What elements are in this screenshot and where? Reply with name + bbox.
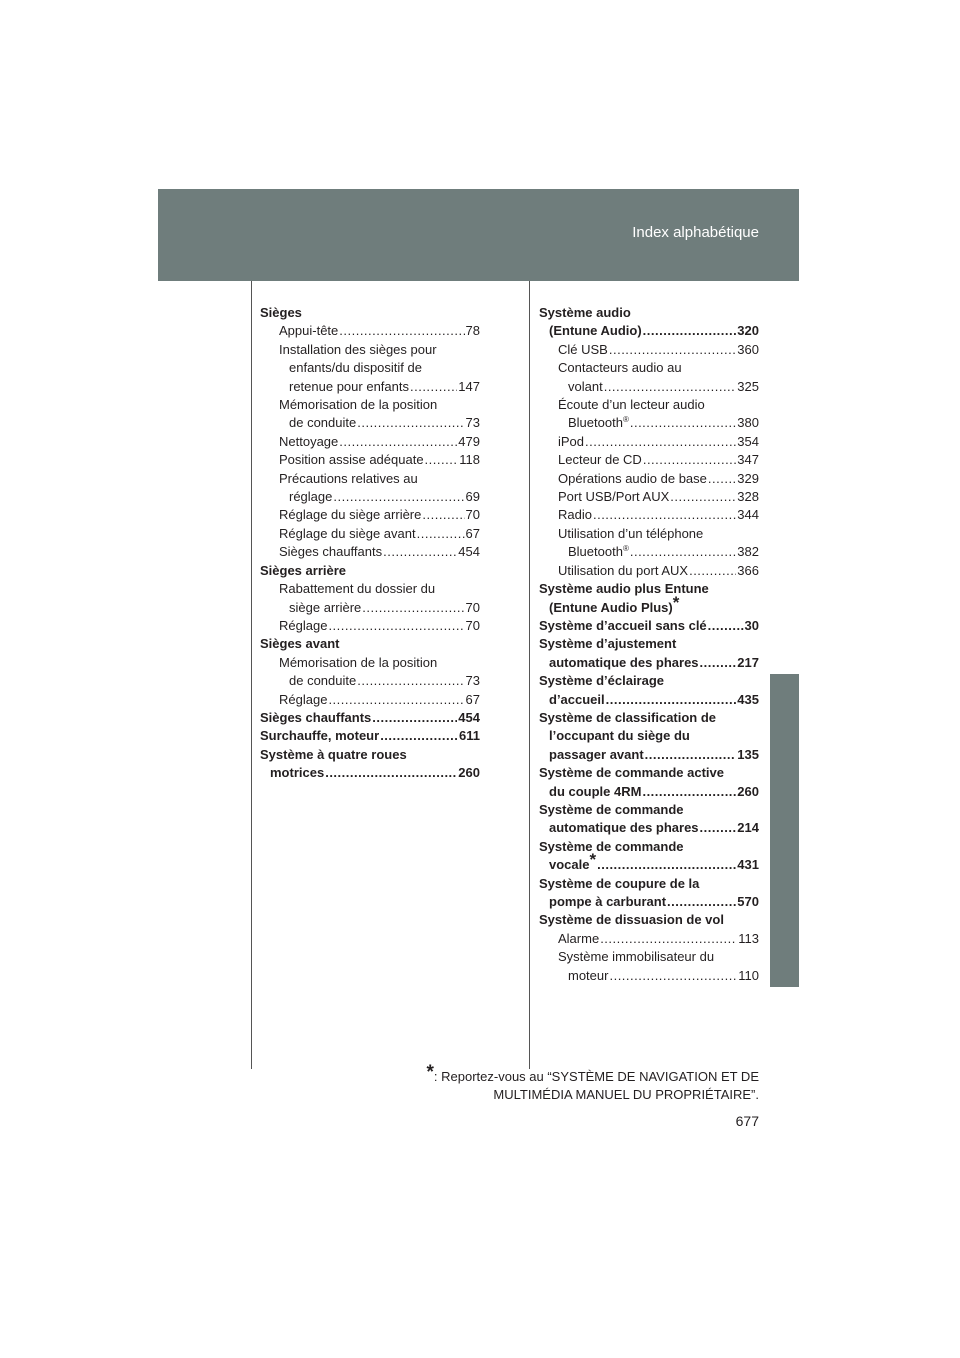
entry-page[interactable]: 70 xyxy=(465,507,480,523)
column-divider-left xyxy=(251,281,252,1069)
entry-page[interactable]: 73 xyxy=(465,415,480,431)
entry-label: de conduite xyxy=(289,673,357,689)
entry-label: iPod xyxy=(558,433,585,449)
entry-text xyxy=(260,709,371,727)
index-column-left xyxy=(260,304,480,783)
entry-text xyxy=(558,341,608,359)
entry-text xyxy=(279,451,424,469)
entry-label: Système immobilisateur du xyxy=(558,949,715,965)
entry-text xyxy=(539,911,724,929)
entry-label: Système de commande xyxy=(539,838,684,854)
index-entry xyxy=(539,783,759,801)
entry-label: Système d’accueil sans clé xyxy=(539,617,707,633)
entry-page[interactable]: 147 xyxy=(458,378,480,394)
entry-label: Utilisation du port AUX xyxy=(558,562,689,578)
entry-label: Alarme xyxy=(558,930,600,946)
leader-dots xyxy=(604,378,737,396)
entry-text xyxy=(549,783,641,801)
index-entry xyxy=(539,746,759,764)
index-entry xyxy=(539,635,759,653)
entry-label: Système à quatre roues xyxy=(260,746,407,762)
index-entry xyxy=(539,341,759,359)
footnote-star: * xyxy=(426,1062,434,1083)
entry-label: Système de commande active xyxy=(539,765,724,781)
footnote-star-marker: * xyxy=(672,592,680,612)
entry-label: motrices xyxy=(270,765,325,781)
index-entry xyxy=(539,304,759,322)
entry-text xyxy=(549,654,699,672)
index-entry xyxy=(539,875,759,893)
entry-text xyxy=(279,617,327,635)
index-entry xyxy=(260,414,480,432)
leader-dots xyxy=(670,488,736,506)
entry-page[interactable]: 454 xyxy=(458,709,480,725)
entry-label: siège arrière xyxy=(289,599,362,615)
registered-mark: ® xyxy=(622,415,629,425)
entry-label: Installation des sièges pour xyxy=(279,341,437,357)
entry-label: Système de coupure de la xyxy=(539,875,700,891)
entry-text xyxy=(289,359,422,377)
index-entry xyxy=(539,691,759,709)
index-entry xyxy=(539,709,759,727)
index-entry xyxy=(539,592,759,617)
entry-label: pompe à carburant xyxy=(549,894,667,909)
entry-text xyxy=(568,414,629,432)
entry-page[interactable]: 382 xyxy=(737,544,759,560)
index-entry xyxy=(260,599,480,617)
entry-page[interactable]: 435 xyxy=(737,691,759,707)
entry-label: Mémorisation de la position xyxy=(279,397,438,413)
entry-label: Lecteur de CD xyxy=(558,452,642,468)
index-entry xyxy=(539,893,759,911)
entry-label: Réglage xyxy=(279,691,328,707)
entry-text xyxy=(539,764,724,782)
entry-label: volant xyxy=(568,378,603,394)
leader-dots xyxy=(606,691,737,709)
entry-text xyxy=(279,691,327,709)
entry-page[interactable]: 69 xyxy=(465,489,480,505)
index-entry xyxy=(260,304,480,322)
entry-text xyxy=(279,580,435,598)
leader-dots xyxy=(372,709,457,727)
entry-text xyxy=(568,967,608,985)
entry-text xyxy=(558,433,584,451)
entry-page[interactable]: 344 xyxy=(737,507,759,523)
leader-dots xyxy=(609,341,736,359)
entry-text xyxy=(289,378,409,396)
index-entry xyxy=(260,691,480,709)
entry-page[interactable]: 67 xyxy=(465,525,480,541)
index-entry xyxy=(260,617,480,635)
entry-label: enfants/du dispositif de xyxy=(289,360,422,376)
footnote-text-1: : Reportez-vous au “SYSTÈME DE NAVIGATION ET DE xyxy=(433,1069,759,1084)
leader-dots xyxy=(642,783,736,801)
leader-dots xyxy=(643,451,736,469)
entry-text xyxy=(558,359,682,377)
index-entry xyxy=(539,506,759,524)
index-entry xyxy=(539,322,759,340)
index-entry xyxy=(539,396,759,414)
entry-text xyxy=(279,341,437,359)
leader-dots xyxy=(380,727,458,745)
index-entry xyxy=(260,562,480,580)
index-entry xyxy=(539,764,759,782)
index-column-right xyxy=(539,304,759,985)
entry-label: Contacteurs audio au xyxy=(558,360,682,376)
entry-page[interactable]: 320 xyxy=(737,323,759,339)
column-divider-middle xyxy=(529,281,530,1069)
leader-dots xyxy=(600,930,737,948)
index-entry xyxy=(539,850,759,874)
leader-dots xyxy=(325,764,457,782)
header-band xyxy=(158,189,799,281)
entry-text xyxy=(539,875,699,893)
entry-text xyxy=(549,691,605,709)
index-entry xyxy=(260,506,480,524)
footnote-line-2: MULTIMÉDIA MANUEL DU PROPRIÉTAIRE”. xyxy=(493,1087,759,1102)
entry-text xyxy=(260,304,302,322)
leader-dots xyxy=(643,322,737,340)
entry-label: Système d’ajustement xyxy=(539,636,677,652)
entry-page[interactable]: 454 xyxy=(458,544,480,560)
entry-text xyxy=(289,414,356,432)
leader-dots xyxy=(357,672,464,690)
index-entry xyxy=(260,488,480,506)
entry-page[interactable]: 328 xyxy=(737,489,759,505)
entry-page[interactable]: 347 xyxy=(737,452,759,468)
entry-page[interactable]: 135 xyxy=(737,746,759,762)
entry-page[interactable]: 325 xyxy=(737,378,759,394)
leader-dots xyxy=(410,378,457,396)
entry-text xyxy=(558,525,703,543)
index-entry xyxy=(260,709,480,727)
entry-text xyxy=(260,727,379,745)
entry-label: Sièges chauffants xyxy=(260,709,372,725)
entry-text xyxy=(539,304,631,322)
entry-label: Système audio plus Entune xyxy=(539,581,709,597)
leader-dots xyxy=(383,543,457,561)
leader-dots xyxy=(630,543,736,561)
index-entry xyxy=(260,635,480,653)
entry-label: d’accueil xyxy=(549,691,605,707)
index-entry xyxy=(539,930,759,948)
section-tab xyxy=(770,674,799,987)
entry-label: vocale xyxy=(549,857,590,873)
index-entry xyxy=(260,580,480,598)
leader-dots xyxy=(417,525,465,543)
entry-text xyxy=(558,470,707,488)
leader-dots xyxy=(689,562,736,580)
index-entry xyxy=(260,378,480,396)
entry-text xyxy=(539,635,676,653)
entry-label: retenue pour enfants xyxy=(289,378,409,394)
index-entry xyxy=(539,948,759,966)
index-entry xyxy=(260,654,480,672)
leader-dots xyxy=(422,506,464,524)
index-entry xyxy=(260,543,480,561)
entry-text xyxy=(539,580,709,598)
entry-page[interactable]: 360 xyxy=(737,341,759,357)
leader-dots xyxy=(667,893,736,911)
index-entry xyxy=(539,727,759,745)
index-entry xyxy=(260,341,480,359)
leader-dots xyxy=(357,414,464,432)
entry-text xyxy=(549,819,699,837)
entry-label: automatique des phares xyxy=(549,654,699,670)
entry-text xyxy=(279,654,437,672)
entry-label: Système de classification de xyxy=(539,709,717,725)
entry-label: Précautions relatives au xyxy=(279,470,418,486)
entry-text xyxy=(558,930,599,948)
index-entry xyxy=(539,967,759,985)
leader-dots xyxy=(700,819,737,837)
entry-label: Sièges xyxy=(260,305,302,320)
index-entry xyxy=(539,470,759,488)
entry-label: l’occupant du siège du xyxy=(549,728,690,744)
index-entry xyxy=(539,488,759,506)
entry-label: de conduite xyxy=(289,415,357,431)
index-entry xyxy=(539,911,759,929)
index-entry xyxy=(260,746,480,764)
entry-text xyxy=(270,764,324,782)
footnote-line-1 xyxy=(426,1062,760,1086)
leader-dots xyxy=(333,488,464,506)
entry-page[interactable]: 113 xyxy=(738,930,759,946)
entry-label: Appui-tête xyxy=(279,323,339,339)
index-entry xyxy=(260,322,480,340)
index-entry xyxy=(260,396,480,414)
leader-dots xyxy=(700,654,737,672)
entry-label: Position assise adéquate xyxy=(279,452,424,468)
entry-label: Mémorisation de la position xyxy=(279,654,438,670)
leader-dots xyxy=(708,617,744,635)
entry-text xyxy=(558,488,669,506)
entry-text xyxy=(558,396,705,414)
entry-text xyxy=(260,635,340,653)
entry-text xyxy=(568,543,629,561)
entry-label: réglage xyxy=(289,489,333,505)
entry-text xyxy=(279,525,416,543)
entry-label: Bluetooth xyxy=(568,415,623,431)
entry-page[interactable]: 110 xyxy=(738,967,759,983)
entry-page[interactable]: 214 xyxy=(737,820,759,836)
leader-dots xyxy=(630,414,736,432)
entry-page[interactable]: 366 xyxy=(737,562,759,578)
entry-text xyxy=(289,672,356,690)
leader-dots xyxy=(339,433,457,451)
index-entry xyxy=(539,562,759,580)
leader-dots xyxy=(328,617,464,635)
index-entry xyxy=(260,525,480,543)
entry-text xyxy=(289,488,332,506)
entry-label: Écoute d’un lecteur audio xyxy=(558,397,705,413)
entry-label: Port USB/Port AUX xyxy=(558,489,670,505)
entry-label: Clé USB xyxy=(558,341,608,357)
entry-label: du couple 4RM xyxy=(549,783,642,799)
entry-page[interactable]: 479 xyxy=(458,433,480,449)
footnote-star-marker: * xyxy=(589,850,597,870)
entry-label: Rabattement du dossier du xyxy=(279,581,436,597)
index-entry xyxy=(539,672,759,690)
entry-page[interactable]: 260 xyxy=(737,783,759,799)
entry-text xyxy=(260,562,346,580)
leader-dots xyxy=(425,451,459,469)
entry-label: Système audio xyxy=(539,305,631,320)
entry-page[interactable]: 30 xyxy=(744,617,759,633)
index-entry xyxy=(539,654,759,672)
header-title: Index alphabétique xyxy=(632,224,759,241)
entry-page[interactable]: 570 xyxy=(737,894,759,909)
entry-text xyxy=(549,727,690,745)
entry-text xyxy=(558,562,688,580)
index-entry xyxy=(260,451,480,469)
index-entry xyxy=(539,838,759,856)
entry-label: Sièges avant xyxy=(260,636,340,652)
entry-text xyxy=(539,617,707,635)
index-entry xyxy=(539,359,759,377)
entry-label: Système de dissuasion de vol xyxy=(539,912,724,928)
entry-label: Sièges arrière xyxy=(260,562,347,578)
entry-label: Surchauffe, moteur xyxy=(260,728,380,744)
leader-dots xyxy=(645,746,737,764)
entry-label: Réglage du siège avant xyxy=(279,525,416,541)
entry-label: Système de commande xyxy=(539,801,684,817)
entry-text xyxy=(549,322,642,340)
entry-text xyxy=(568,378,603,396)
entry-page[interactable]: 118 xyxy=(459,452,480,468)
entry-text xyxy=(539,709,716,727)
entry-page[interactable]: 70 xyxy=(465,617,480,633)
entry-text xyxy=(279,506,421,524)
entry-label: Radio xyxy=(558,507,592,523)
entry-label: Bluetooth xyxy=(568,544,623,560)
entry-text xyxy=(539,801,684,819)
entry-page[interactable]: 78 xyxy=(465,323,480,339)
leader-dots xyxy=(585,433,736,451)
index-entry xyxy=(539,580,759,598)
page-number: 677 xyxy=(735,1113,759,1129)
entry-page[interactable]: 611 xyxy=(459,728,480,744)
entry-text xyxy=(558,948,714,966)
entry-page[interactable]: 431 xyxy=(737,857,759,873)
entry-text xyxy=(260,746,407,764)
entry-text xyxy=(549,893,666,911)
entry-label: automatique des phares xyxy=(549,820,699,836)
leader-dots xyxy=(597,856,736,874)
entry-page[interactable]: 354 xyxy=(737,433,759,449)
index-entry xyxy=(260,470,480,488)
entry-text xyxy=(279,322,338,340)
index-entry xyxy=(260,764,480,782)
entry-label: passager avant xyxy=(549,746,644,762)
leader-dots xyxy=(708,470,736,488)
index-entry xyxy=(539,451,759,469)
entry-page[interactable]: 329 xyxy=(737,470,759,486)
entry-label: (Entune Audio Plus) xyxy=(549,599,673,615)
index-entry xyxy=(539,543,759,561)
entry-text xyxy=(279,470,418,488)
entry-label: Nettoyage xyxy=(279,433,339,449)
index-entry xyxy=(539,525,759,543)
entry-label: moteur xyxy=(568,967,609,983)
registered-mark: ® xyxy=(622,544,629,554)
index-entry xyxy=(539,414,759,432)
leader-dots xyxy=(339,322,464,340)
entry-text xyxy=(558,451,642,469)
entry-label: Réglage xyxy=(279,617,328,633)
entry-label: Réglage du siège arrière xyxy=(279,507,422,523)
entry-text xyxy=(279,433,338,451)
leader-dots xyxy=(328,691,464,709)
index-entry xyxy=(539,819,759,837)
entry-text xyxy=(549,592,680,617)
entry-text xyxy=(289,599,361,617)
index-entry xyxy=(539,617,759,635)
index-entry xyxy=(260,433,480,451)
index-entry xyxy=(539,378,759,396)
entry-label: Utilisation d’un téléphone xyxy=(558,525,704,541)
entry-text xyxy=(539,672,664,690)
entry-page[interactable]: 67 xyxy=(465,691,480,707)
entry-page[interactable]: 260 xyxy=(458,765,480,781)
entry-label: Opérations audio de base xyxy=(558,470,707,486)
entry-text xyxy=(539,838,684,856)
entry-label: Système d’éclairage xyxy=(539,673,665,689)
index-entry xyxy=(260,672,480,690)
entry-text xyxy=(279,543,382,561)
leader-dots xyxy=(593,506,736,524)
entry-text xyxy=(549,746,644,764)
index-entry xyxy=(260,727,480,745)
leader-dots xyxy=(362,599,464,617)
entry-label: Sièges chauffants xyxy=(279,544,383,560)
index-entry xyxy=(260,359,480,377)
entry-text xyxy=(549,850,597,874)
index-entry xyxy=(539,801,759,819)
index-entry xyxy=(539,433,759,451)
leader-dots xyxy=(609,967,737,985)
entry-label: (Entune Audio) xyxy=(549,323,642,339)
entry-page[interactable]: 217 xyxy=(737,654,759,670)
entry-text xyxy=(558,506,592,524)
entry-text xyxy=(279,396,437,414)
footnote xyxy=(426,1062,760,1104)
entry-page[interactable]: 380 xyxy=(737,415,759,431)
entry-page[interactable]: 73 xyxy=(465,673,480,689)
entry-page[interactable]: 70 xyxy=(465,599,480,615)
